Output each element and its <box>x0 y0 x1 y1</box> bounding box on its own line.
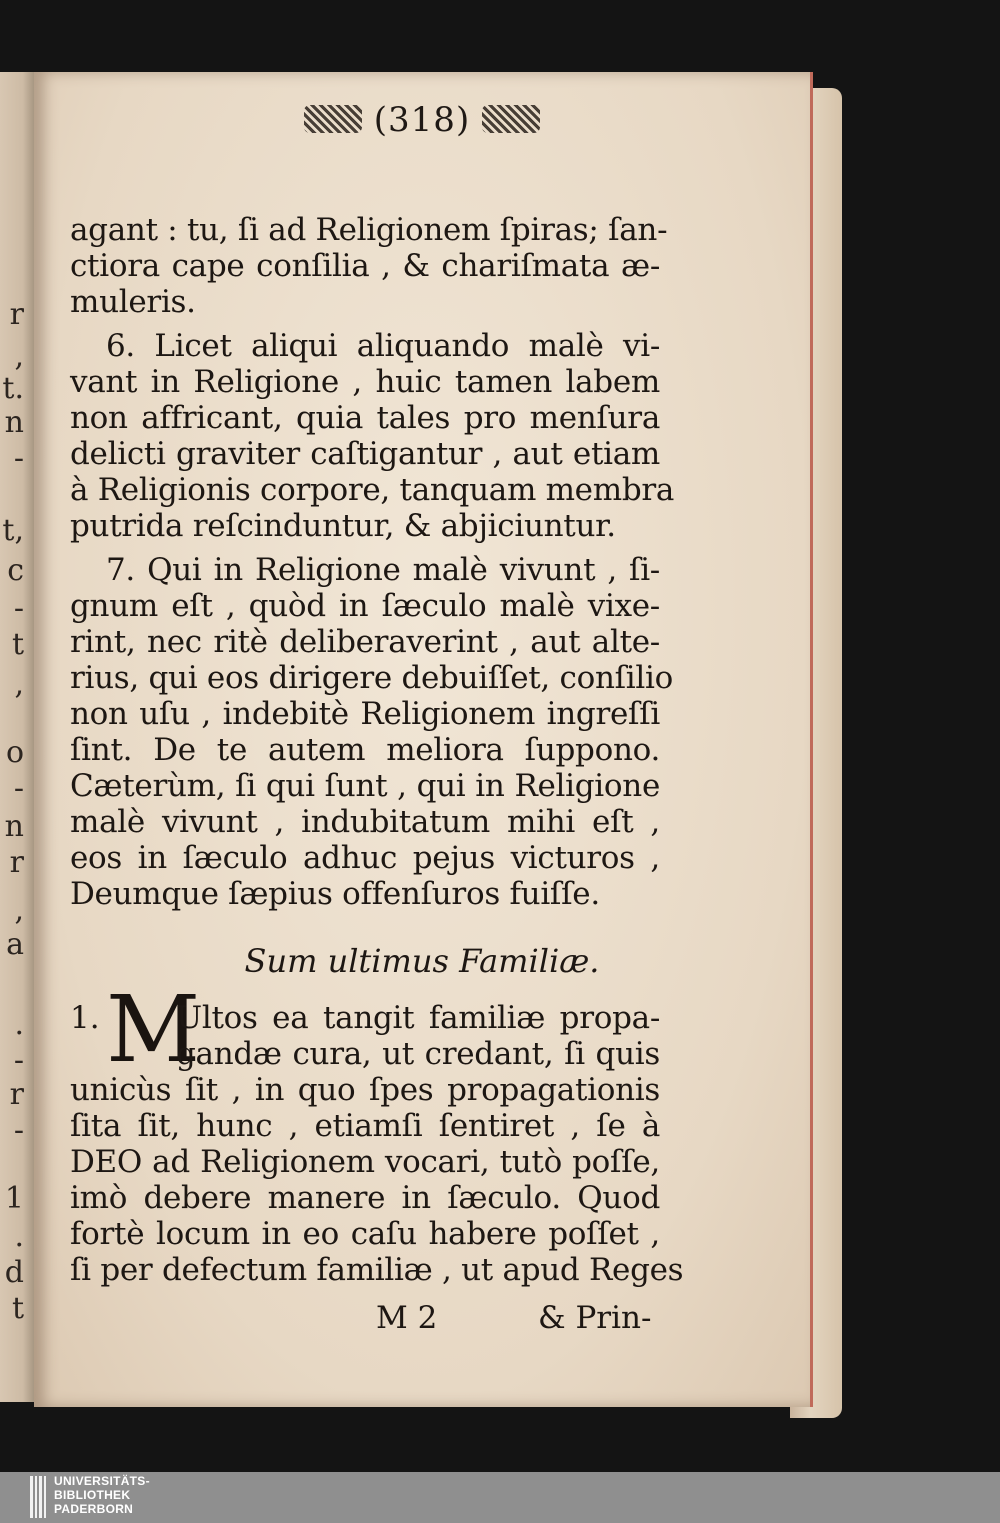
text-line: non uſu , indebitè Religionem ingreſſi <box>70 696 660 732</box>
catchword: & Prin- <box>538 1300 652 1336</box>
text-line: ſi per defectum familiæ , ut apud Reges <box>70 1252 684 1288</box>
page-number: (318) <box>373 100 471 140</box>
library-name-line: UNIVERSITÄTS- <box>54 1474 150 1488</box>
text-line: agant : tu, ſi ad Religionem ſpiras; ſan- <box>70 212 668 248</box>
left-edge-text: c <box>7 553 24 588</box>
text-line: rint, nec ritè deliberaverint , aut alte- <box>70 624 660 660</box>
text-line: eos in ſæculo adhuc pejus victuros , <box>70 840 660 876</box>
text-line: Deumque ſæpius offenſuros fuiſſe. <box>70 876 600 912</box>
left-edge-text: t <box>11 627 24 662</box>
left-edge-text: 1 <box>4 1181 24 1216</box>
library-logo-icon <box>30 1476 46 1518</box>
library-name-line: PADERBORN <box>54 1502 134 1516</box>
library-name <box>54 1474 254 1516</box>
text-line: unicùs ſit , in quo ſpes propagationis <box>70 1072 660 1108</box>
text-line: malè vivunt , indubitatum mihi eſt , <box>70 804 660 840</box>
left-edge-text: n <box>4 809 24 844</box>
left-edge-text: t. <box>2 371 24 406</box>
left-edge-text: d <box>4 1255 24 1290</box>
text-line: putrida reſcinduntur, & abjiciuntur. <box>70 508 616 544</box>
left-edge-text: t <box>11 1291 24 1326</box>
text-line: muleris. <box>70 284 196 320</box>
left-edge-text: n <box>4 405 24 440</box>
text-line: ſint. De te autem meliora ſuppono. <box>70 732 660 768</box>
text-line: vant in Religione , huic tamen labem <box>70 364 660 400</box>
left-edge-text: o <box>5 735 24 770</box>
text-line: non affricant, quia tales pro menſura <box>70 400 660 436</box>
ornament-left-icon <box>304 105 362 133</box>
left-edge-text: . <box>14 1007 24 1042</box>
left-edge-text: , <box>14 667 24 702</box>
text-line: ſita ſit, hunc , etiamſi ſentiret , ſe à <box>70 1108 660 1144</box>
text-line: 7. Qui in Religione malè vivunt , ſi- <box>106 552 660 588</box>
left-edge-text: , <box>14 893 24 928</box>
text-line: DEO ad Religionem vocari, tutò poſſe, <box>70 1144 660 1180</box>
section-title: Sum ultimus Familiæ. <box>244 942 600 980</box>
text-line: rius, qui eos dirigere debuiſſet, conſilio <box>70 660 674 696</box>
left-edge-text: r <box>9 845 24 880</box>
text-line: ctiora cape conſilia , & chariſmata æ- <box>70 248 660 284</box>
text-line: gnum eſt , quòd in ſæculo malè vixe- <box>70 588 660 624</box>
left-edge-text: - <box>13 441 24 476</box>
left-edge-text: r <box>9 297 24 332</box>
left-edge-text: - <box>13 771 24 806</box>
text-line: imò debere manere in ſæculo. Quod <box>70 1180 660 1216</box>
left-edge-text: - <box>13 591 24 626</box>
signature-mark: M 2 <box>376 1300 438 1336</box>
library-name-line: BIBLIOTHEK <box>54 1488 131 1502</box>
page-header <box>34 95 810 145</box>
ornament-right-icon <box>482 105 540 133</box>
text-line: Cæterùm, ſi qui ſunt , qui in Religione <box>70 768 660 804</box>
left-edge-text: a <box>6 927 24 962</box>
left-edge-text: r <box>9 1077 24 1112</box>
drop-cap: M <box>106 976 201 1083</box>
left-edge-text: - <box>13 1113 24 1148</box>
left-edge-text: - <box>13 1043 24 1078</box>
left-edge-text: t, <box>2 513 24 548</box>
text-line: Ultos ea tangit familiæ propa- <box>176 1000 660 1036</box>
paragraph-number: 1. <box>70 1000 100 1036</box>
text-line: 6. Licet aliqui aliquando malè vi- <box>106 328 660 364</box>
text-line: delicti graviter caſtigantur , aut etiam <box>70 436 660 472</box>
text-line: gandæ cura, ut credant, ſi quis <box>176 1036 660 1072</box>
left-edge-text: , <box>14 339 24 374</box>
left-edge-text: . <box>14 1219 24 1254</box>
text-line: fortè locum in eo caſu habere poſſet , <box>70 1216 660 1252</box>
text-line: à Religionis corpore, tanquam membra <box>70 472 675 508</box>
left-page-edge <box>0 72 38 1402</box>
